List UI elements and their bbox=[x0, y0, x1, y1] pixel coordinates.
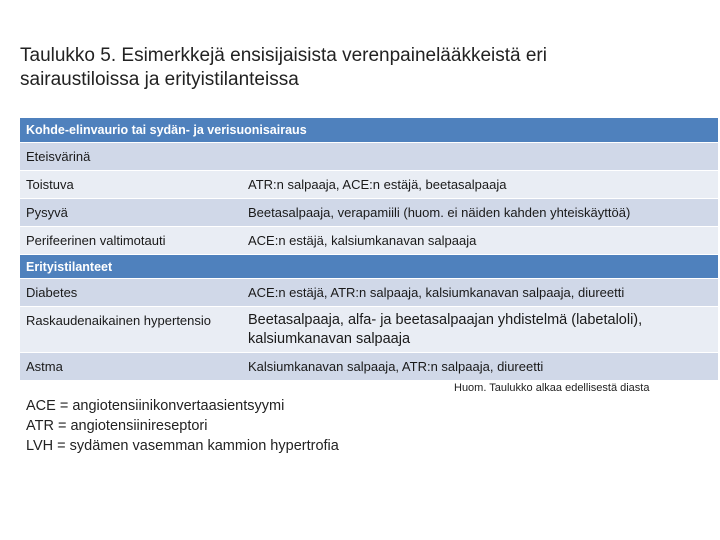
drugs-cell: ACE:n estäjä, kalsiumkanavan salpaaja bbox=[248, 233, 477, 248]
condition-cell: Toistuva bbox=[26, 177, 74, 192]
continuation-note: Huom. Taulukko alkaa edellisestä diasta bbox=[454, 382, 650, 394]
header-label: Kohde-elinvaurio tai sydän- ja verisuonisairaus bbox=[26, 123, 307, 137]
subheader-label: Eteisvärinä bbox=[26, 149, 91, 164]
table-row bbox=[20, 170, 718, 198]
slide-title bbox=[20, 44, 700, 92]
legend-line: LVH = sydämen vasemman kammion hypertrofia bbox=[26, 438, 339, 454]
table-header-special-situations bbox=[20, 254, 718, 278]
table-subheader-atrial-fibrillation bbox=[20, 142, 718, 170]
condition-cell: Diabetes bbox=[26, 285, 78, 300]
drugs-cell: Beetasalpaaja, alfa- ja beetasalpaajan yhdistelmä (labetaloli), kalsiumkanavan salpaaja bbox=[248, 312, 643, 347]
table-row bbox=[20, 278, 718, 306]
table-row bbox=[20, 306, 718, 352]
drugs-cell: Beetasalpaaja, verapamiili (huom. ei näiden kahden yhteiskäyttöä) bbox=[248, 205, 631, 220]
table-row bbox=[20, 352, 718, 380]
condition-cell: Astma bbox=[26, 359, 63, 374]
condition-cell: Pysyvä bbox=[26, 205, 68, 220]
drugs-cell: ATR:n salpaaja, ACE:n estäjä, beetasalpaaja bbox=[248, 177, 507, 192]
table-header-target-organ bbox=[20, 118, 718, 142]
condition-cell: Raskaudenaikainen hypertensio bbox=[26, 313, 212, 328]
legend-line: ACE = angiotensiinikonvertaasientsyymi bbox=[26, 398, 285, 414]
header-label: Erityistilanteet bbox=[26, 260, 113, 274]
table-row bbox=[20, 198, 718, 226]
drugs-cell: Kalsiumkanavan salpaaja, ATR:n salpaaja, diureetti bbox=[248, 359, 544, 374]
legend-line: ATR = angiotensiinireseptori bbox=[26, 418, 208, 434]
slide-title-line-2: sairaustiloissa ja erityistilanteissa bbox=[20, 69, 299, 90]
abbreviation-legend bbox=[26, 396, 339, 456]
drugs-cell: ACE:n estäjä, ATR:n salpaaja, kalsiumkanavan salpaaja, diureetti bbox=[248, 285, 625, 300]
condition-cell: Perifeerinen valtimotauti bbox=[26, 233, 166, 248]
slide-title-line-1: Taulukko 5. Esimerkkejä ensisijaisista verenpainelääkkeistä eri bbox=[20, 45, 547, 66]
table-row bbox=[20, 226, 718, 254]
